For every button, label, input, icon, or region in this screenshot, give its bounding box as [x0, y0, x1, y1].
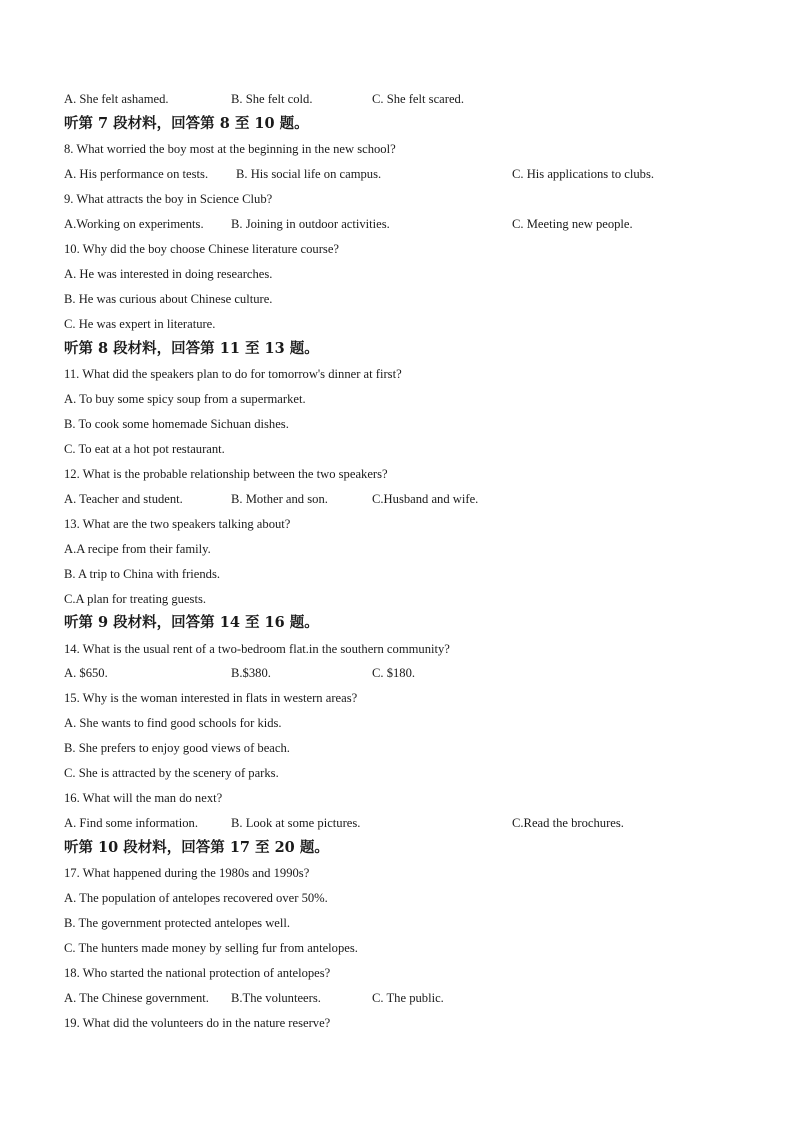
q14-stem: 14. What is the usual rent of a two-bedroom flat.in the southern community? [64, 642, 450, 656]
q13-option-b: B. A trip to China with friends. [64, 567, 221, 581]
q8-option-a: A. His performance on tests. [64, 167, 209, 181]
q19-stem: 19. What did the volunteers do in the nature reserve? [64, 1016, 331, 1030]
q17-stem: 17. What happened during the 1980s and 1990s? [64, 866, 310, 880]
q15-option-a: A. She wants to find good schools for kids. [64, 716, 282, 730]
section-9-heading: 听第 9 段材料，回答第 14 至 16 题。 [64, 614, 319, 631]
q11-option-c: C. To eat at a hot pot restaurant. [64, 442, 225, 456]
q14-option-a: A. $650. [64, 666, 108, 680]
q16-option-b: B. Look at some pictures. [231, 816, 361, 830]
q17-option-a: A. The population of antelopes recovered over 50%. [64, 891, 328, 905]
q18-option-c: C. The public. [372, 991, 444, 1005]
q8-option-b: B. His social life on campus. [236, 167, 382, 181]
section-7-heading: 听第 7 段材料，回答第 8 至 10 题。 [64, 115, 309, 132]
q16-option-a: A. Find some information. [64, 816, 198, 830]
q10-option-a: A. He was interested in doing researches. [64, 267, 273, 281]
q12-option-a: A. Teacher and student. [64, 492, 183, 506]
q8-stem: 8. What worried the boy most at the beginning in the new school? [64, 142, 396, 156]
q18-option-a: A. The Chinese government. [64, 991, 209, 1005]
section-8-heading: 听第 8 段材料，回答第 11 至 13 题。 [64, 340, 319, 357]
q10-stem: 10. Why did the boy choose Chinese literature course? [64, 242, 340, 256]
q11-stem: 11. What did the speakers plan to do for tomorrow's dinner at first? [64, 367, 402, 381]
q18-option-b: B.The volunteers. [231, 991, 321, 1005]
q7-option-b: B. She felt cold. [231, 92, 313, 106]
q7-option-a: A. She felt ashamed. [64, 92, 169, 106]
q15-option-b: B. She prefers to enjoy good views of beach. [64, 741, 290, 755]
q17-option-c: C. The hunters made money by selling fur from antelopes. [64, 941, 358, 955]
q15-stem: 15. Why is the woman interested in flats in western areas? [64, 691, 358, 705]
q12-stem: 12. What is the probable relationship between the two speakers? [64, 467, 388, 481]
q8-option-c: C. His applications to clubs. [512, 167, 655, 181]
q9-option-b: B. Joining in outdoor activities. [231, 217, 390, 231]
q14-option-b: B.$380. [231, 666, 271, 680]
q15-option-c: C. She is attracted by the scenery of parks. [64, 766, 279, 780]
q13-option-a: A.A recipe from their family. [64, 542, 211, 556]
q10-option-b: B. He was curious about Chinese culture. [64, 292, 273, 306]
q18-stem: 18. Who started the national protection of antelopes? [64, 966, 331, 980]
q12-option-c: C.Husband and wife. [372, 492, 479, 506]
q9-stem: 9. What attracts the boy in Science Club? [64, 192, 273, 206]
q10-option-c: C. He was expert in literature. [64, 317, 216, 331]
q14-option-c: C. $180. [372, 666, 416, 680]
q12-option-b: B. Mother and son. [231, 492, 328, 506]
section-10-heading: 听第 10 段材料，回答第 17 至 20 题。 [64, 839, 329, 856]
q13-stem: 13. What are the two speakers talking about? [64, 517, 291, 531]
q9-option-a: A.Working on experiments. [64, 217, 204, 231]
q7-option-c: C. She felt scared. [372, 92, 464, 106]
q11-option-b: B. To cook some homemade Sichuan dishes. [64, 417, 289, 431]
q9-option-c: C. Meeting new people. [512, 217, 633, 231]
q16-option-c: C.Read the brochures. [512, 816, 624, 830]
q13-option-c: C.A plan for treating guests. [64, 592, 207, 606]
q11-option-a: A. To buy some spicy soup from a supermarket. [64, 392, 306, 406]
q17-option-b: B. The government protected antelopes well. [64, 916, 291, 930]
q16-stem: 16. What will the man do next? [64, 791, 223, 805]
